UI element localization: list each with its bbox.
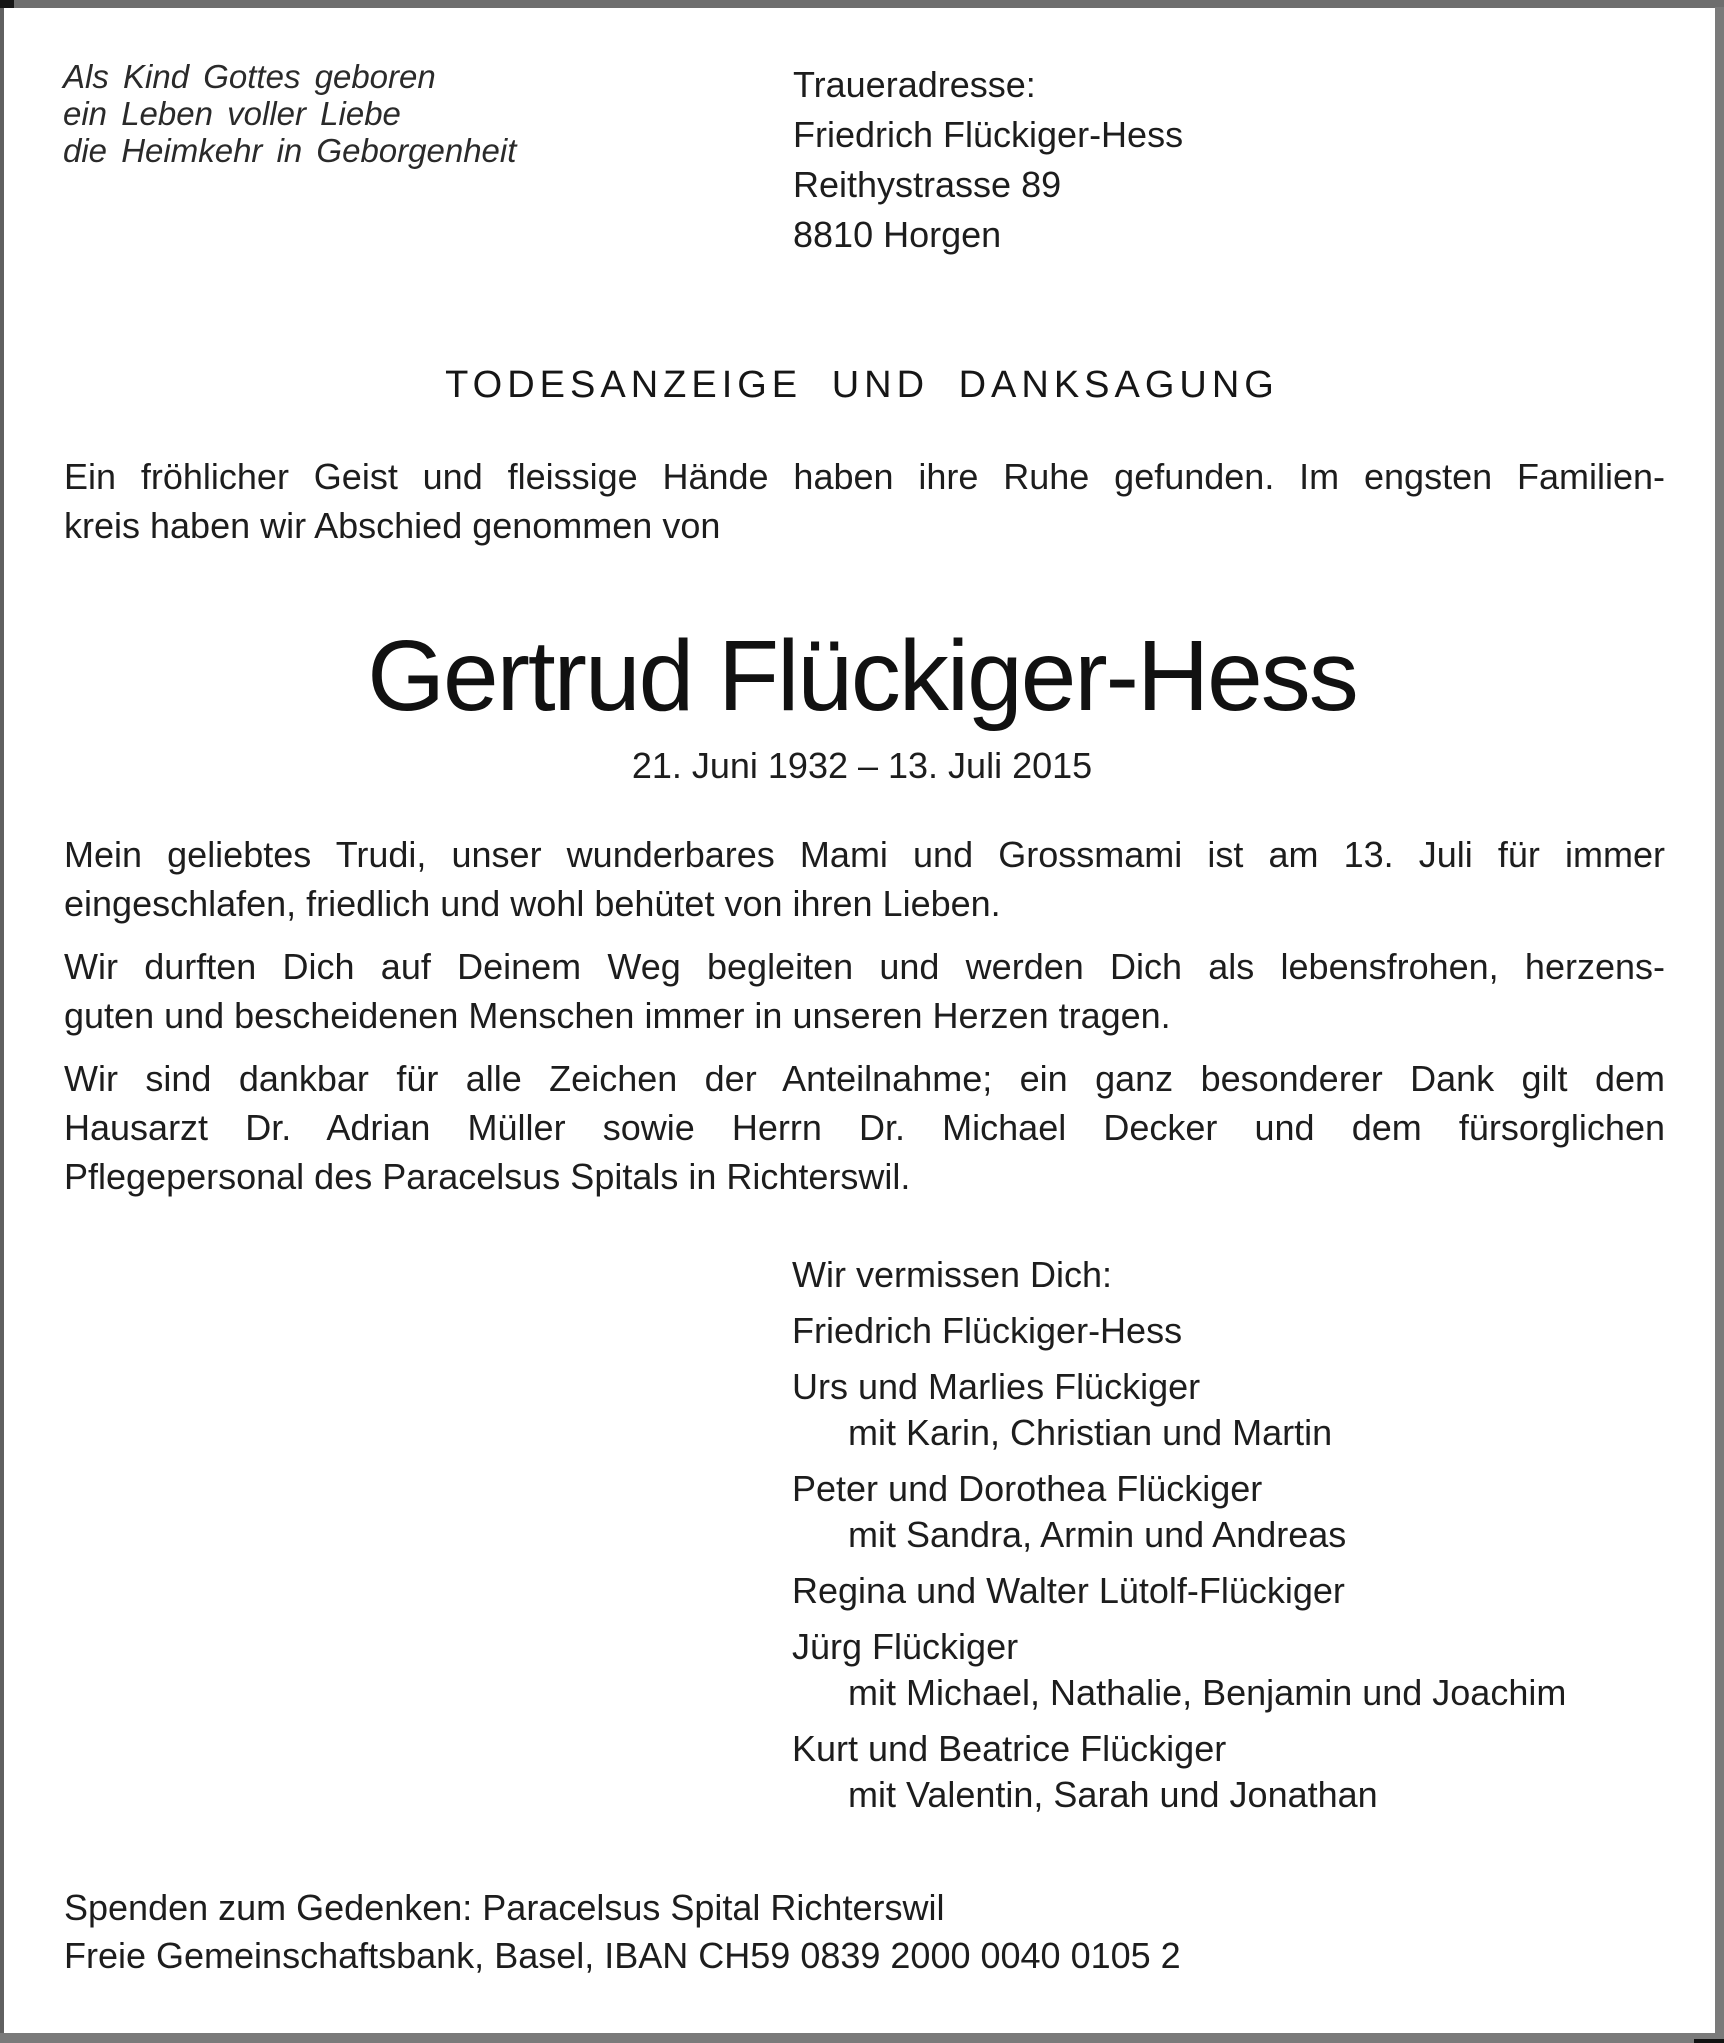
farewell-entry-name: Regina und Walter Lütolf-Flückiger [792,1570,1345,1611]
intro-line: kreis haben wir Abschied genommen von [64,505,721,546]
mourning-address-block [793,60,1183,260]
farewell-entry-name: Urs und Marlies Flückiger [792,1366,1201,1407]
mourning-address-city: 8810 Horgen [793,214,1002,255]
paragraph [64,942,1665,1040]
verse-line: ein Leben voller Liebe [63,95,401,132]
paragraph-line: Hausarzt Dr. Adrian Müller sowie Herrn Dr. Michael Decker und dem fürsorglichen [64,1107,1665,1148]
mourning-address-street: Reithystrasse 89 [793,164,1062,205]
paragraph [64,830,1665,928]
farewell-entry [792,1308,1566,1354]
farewell-entry-name: Kurt und Beatrice Flückiger [792,1728,1227,1769]
memorial-verse [63,58,516,169]
deceased-name: Gertrud Flückiger-Hess [367,620,1357,732]
farewell-entry-name: Friedrich Flückiger-Hess [792,1310,1183,1351]
scan-border-top-accent [0,0,14,8]
intro-paragraph [64,452,1665,550]
paragraph-line: Wir durften Dich auf Deinem Weg begleiten und werden Dich als lebensfrohen, herzens- [64,946,1665,987]
mourning-address-name: Friedrich Flückiger-Hess [793,114,1184,155]
scan-border-left [0,8,4,2043]
paragraph-line: Mein geliebtes Trudi, unser wunderbares Mami und Grossmami ist am 13. Juli für immer [64,834,1665,875]
scan-border-top [0,0,1724,8]
farewell-entry-name: Jürg Flückiger [792,1626,1019,1667]
farewell-entry-children: mit Karin, Christian und Martin [848,1412,1333,1453]
paragraph [64,1054,1665,1201]
farewell-entry-children: mit Valentin, Sarah und Jonathan [848,1774,1378,1815]
verse-line: die Heimkehr in Geborgenheit [63,132,517,169]
intro-line: Ein fröhlicher Geist und fleissige Hände haben ihre Ruhe gefunden. Im engsten Familien- [64,456,1665,497]
notice-heading: TODESANZEIGE UND DANKSAGUNG [445,364,1279,406]
donation-line: Spenden zum Gedenken: Paracelsus Spital Richterswil [64,1887,945,1928]
mourning-address-label: Traueradresse: [793,64,1036,105]
donation-block [64,1884,1181,1980]
paragraph-line: eingeschlafen, friedlich und wohl behütet von ihren Lieben. [64,883,1001,924]
donation-line: Freie Gemeinschaftsbank, Basel, IBAN CH59 0839 2000 0040 0105 2 [64,1935,1181,1976]
farewell-title: Wir vermissen Dich: [792,1254,1113,1295]
farewell-entry [792,1568,1566,1614]
paragraph-line: guten und bescheidenen Menschen immer in unseren Herzen tragen. [64,995,1171,1036]
paragraph-line: Wir sind dankbar für alle Zeichen der Anteilnahme; ein ganz besonderer Dank gilt dem [64,1058,1665,1099]
body-paragraphs [64,830,1665,1215]
farewell-entry [792,1726,1566,1818]
paragraph-line: Pflegepersonal des Paracelsus Spitals in Richterswil. [64,1156,911,1197]
verse-line: Als Kind Gottes geboren [63,58,436,95]
farewell-entry [792,1364,1566,1456]
farewell-entry-children: mit Michael, Nathalie, Benjamin und Joachim [848,1672,1567,1713]
farewell-list [792,1252,1566,1828]
scan-border-right [1715,7,1724,2043]
scan-border-bottom-accent [1694,2039,1724,2043]
farewell-entry-name: Peter und Dorothea Flückiger [792,1468,1263,1509]
farewell-entry [792,1466,1566,1558]
scan-border-bottom [0,2033,1724,2043]
deceased-dates: 21. Juni 1932 – 13. Juli 2015 [631,745,1093,786]
farewell-entry [792,1624,1566,1716]
farewell-entry-children: mit Sandra, Armin und Andreas [848,1514,1347,1555]
